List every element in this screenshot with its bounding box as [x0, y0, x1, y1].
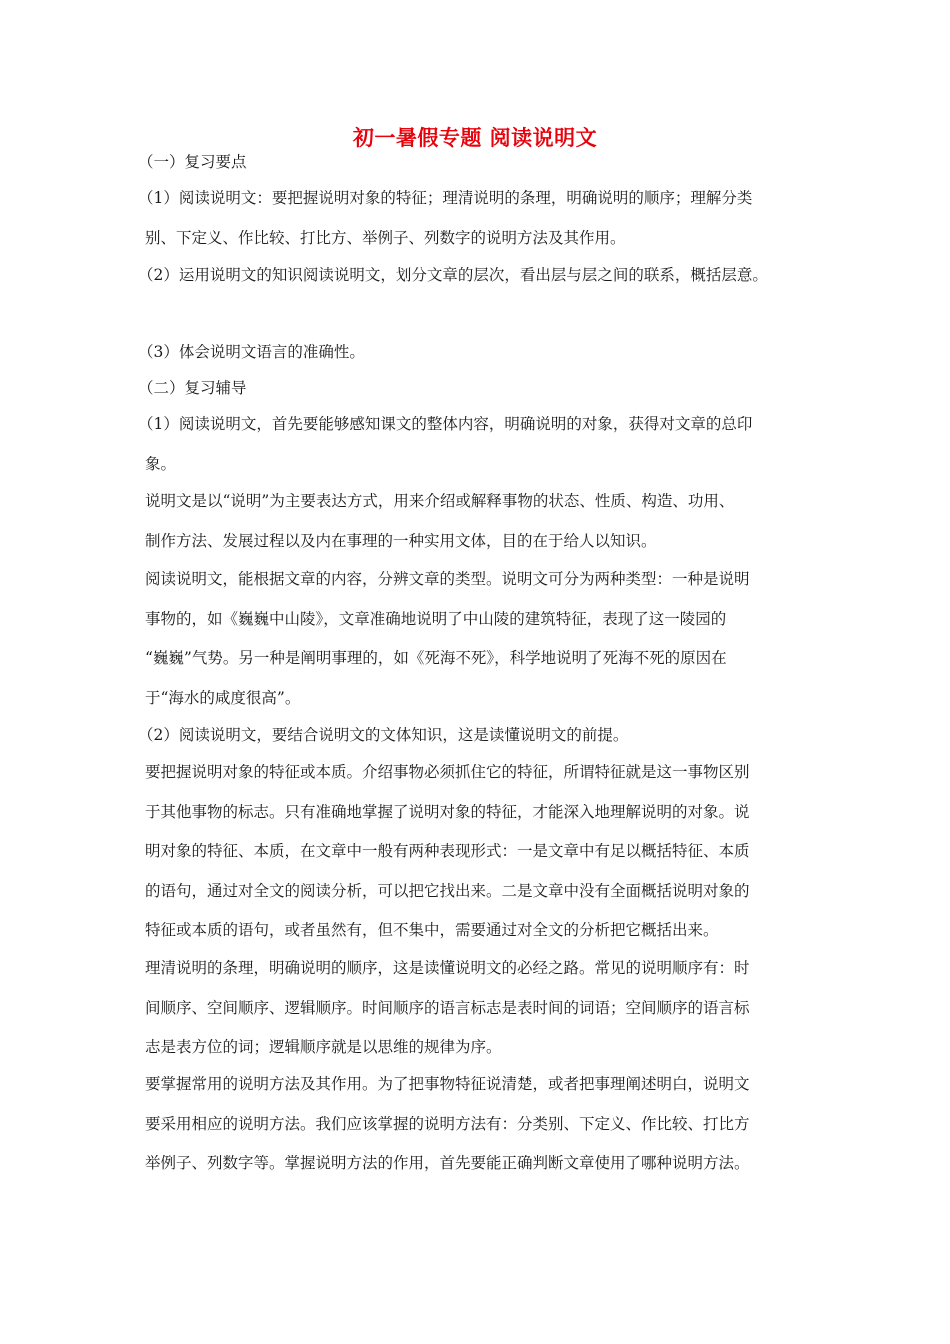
paragraph-line: 于“海水的咸度很高”。: [145, 689, 301, 707]
paragraph-line: （2）阅读说明文，要结合说明文的文体知识，这是读懂说明文的前提。: [138, 726, 629, 744]
paragraph-line: 说明文是以“说明”为主要表达方式，用来介绍或解释事物的状态、性质、构造、功用、: [145, 492, 735, 510]
section-heading-review-points: （一）复习要点: [138, 153, 247, 171]
paragraph-line: 志是表方位的词；逻辑顺序就是以思维的规律为序。: [145, 1038, 502, 1056]
paragraph-line: 要采用相应的说明方法。我们应该掌握的说明方法有：分类别、下定义、作比较、打比方: [145, 1115, 750, 1133]
paragraph-line: 于其他事物的标志。只有准确地掌握了说明对象的特征，才能深入地理解说明的对象。说: [145, 803, 750, 821]
paragraph-line: “巍巍”气势。另一种是阐明事理的，如《死海不死》，科学地说明了死海不死的原因在: [145, 649, 727, 667]
paragraph-line: （3）体会说明文语言的准确性。: [138, 343, 365, 361]
paragraph-line: （1）阅读说明文：要把握说明对象的特征；理清说明的条理，明确说明的顺序；理解分类: [138, 189, 753, 207]
paragraph-line: 特征或本质的语句，或者虽然有，但不集中，需要通过对全文的分析把它概括出来。: [145, 921, 719, 939]
paragraph-line: 要掌握常用的说明方法及其作用。为了把事物特征说清楚，或者把事理阐述明白，说明文: [145, 1075, 750, 1093]
paragraph-line: 别、下定义、作比较、打比方、举例子、列数字的说明方法及其作用。: [145, 229, 626, 247]
paragraph-line: 举例子、列数字等。掌握说明方法的作用，首先要能正确判断文章使用了哪种说明方法。: [145, 1154, 750, 1172]
paragraph-line: （1）阅读说明文，首先要能够感知课文的整体内容，明确说明的对象，获得对文章的总印: [138, 415, 753, 433]
paragraph-line: 的语句，通过对全文的阅读分析，可以把它找出来。二是文章中没有全面概括说明对象的: [145, 882, 750, 900]
paragraph-line: 间顺序、空间顺序、逻辑顺序。时间顺序的语言标志是表时间的词语；空间顺序的语言标: [145, 999, 750, 1017]
paragraph-line: （2）运用说明文的知识阅读说明文，划分文章的层次，看出层与层之间的联系，概括层意。: [138, 266, 768, 284]
paragraph-line: 明对象的特征、本质，在文章中一般有两种表现形式：一是文章中有足以概括特征、本质: [145, 842, 750, 860]
paragraph-line: 阅读说明文，能根据文章的内容，分辨文章的类型。说明文可分为两种类型：一种是说明: [145, 570, 750, 588]
paragraph-line: 事物的，如《巍巍中山陵》，文章准确地说明了中山陵的建筑特征，表现了这一陵园的: [145, 610, 727, 628]
paragraph-line: 象。: [145, 455, 177, 473]
section-heading-review-guidance: （二）复习辅导: [138, 379, 247, 397]
document-title: 初一暑假专题 阅读说明文: [352, 125, 598, 150]
paragraph-line: 要把握说明对象的特征或本质。介绍事物必须抓住它的特征，所谓特征就是这一事物区别: [145, 763, 750, 781]
paragraph-line: 制作方法、发展过程以及内在事理的一种实用文体，目的在于给人以知识。: [145, 532, 657, 550]
paragraph-line: 理清说明的条理，明确说明的顺序，这是读懂说明文的必经之路。常见的说明顺序有：时: [145, 959, 750, 977]
